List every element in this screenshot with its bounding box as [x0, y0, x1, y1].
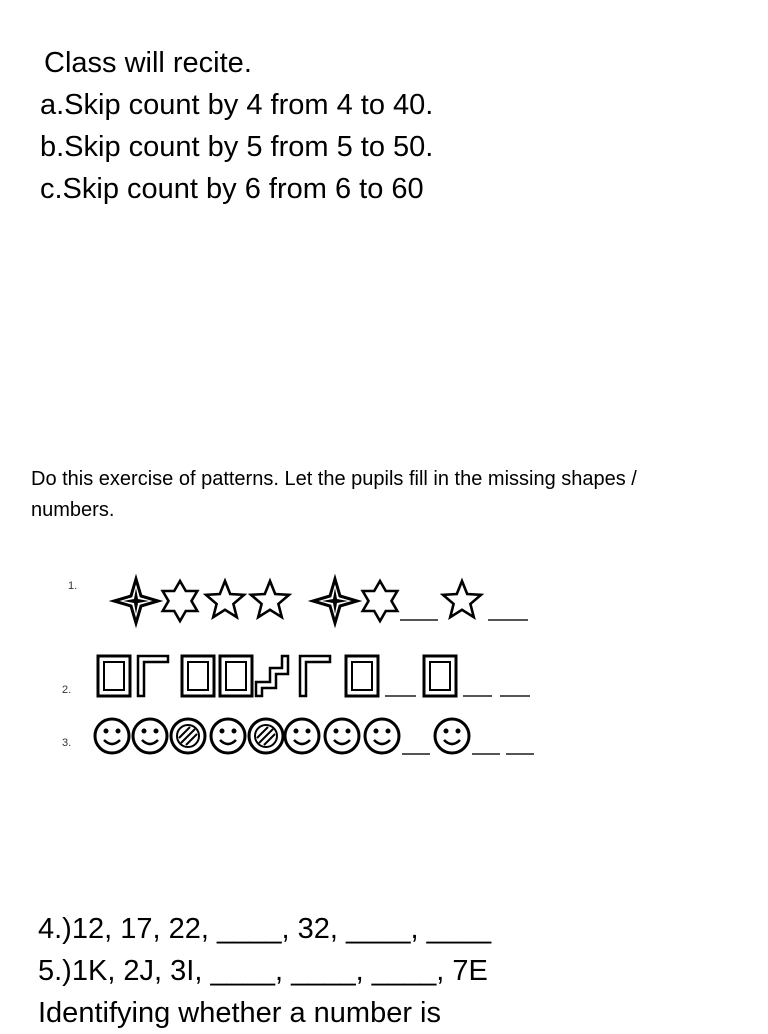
- smiley-icon: [211, 719, 245, 753]
- pattern-row-2: [98, 656, 530, 696]
- pattern-row-3: [95, 719, 534, 754]
- four-point-star-icon: [114, 579, 158, 623]
- recite-section: [0, 42, 433, 210]
- l-frame-icon: [138, 656, 168, 696]
- smiley-icon: [365, 719, 399, 753]
- recite-item-c: c.Skip count by 6 from 6 to 60: [40, 173, 424, 205]
- pattern-shapes: [60, 548, 540, 778]
- square-frame-icon: [220, 656, 252, 696]
- pattern-number-1: 1.: [68, 580, 78, 592]
- recite-heading: Class will recite.: [44, 47, 252, 79]
- six-point-star-icon: [163, 581, 198, 621]
- five-point-star-icon: [206, 581, 244, 617]
- square-frame-icon: [98, 656, 130, 696]
- five-point-star-icon: [251, 581, 289, 617]
- smiley-icon: [285, 719, 319, 753]
- square-frame-icon: [182, 656, 214, 696]
- smiley-icon: [133, 719, 167, 753]
- stair-frame-icon: [256, 656, 288, 696]
- smiley-icon: [325, 719, 359, 753]
- pattern-number-2: 2.: [62, 684, 72, 696]
- next-topic-line: Identifying whether a number is: [38, 997, 441, 1029]
- sequence-section: [38, 908, 491, 1034]
- square-frame-icon: [424, 656, 456, 696]
- sequence-item-4: 4.)12, 17, 22, ____, 32, ____, ____: [38, 913, 492, 945]
- six-point-star-icon: [363, 581, 398, 621]
- recite-item-a: a.Skip count by 4 from 4 to 40.: [40, 89, 434, 121]
- pattern-row-1: [114, 579, 528, 623]
- four-point-star-icon: [313, 579, 357, 623]
- five-point-star-icon: [443, 581, 481, 617]
- smiley-icon: [435, 719, 469, 753]
- smiley-icon: [95, 719, 129, 753]
- sequence-item-5: 5.)1K, 2J, 3I, ____, ____, ____, 7E: [38, 955, 488, 987]
- hatched-circle-icon: [171, 719, 205, 753]
- square-frame-icon: [346, 656, 378, 696]
- exercise-instructions: Do this exercise of patterns. Let the pupils fill in the missing shapes / numbers.: [31, 468, 637, 521]
- hatched-circle-icon: [249, 719, 283, 753]
- pattern-number-3: 3.: [62, 737, 72, 749]
- recite-item-b: b.Skip count by 5 from 5 to 50.: [40, 131, 434, 163]
- l-frame-icon: [300, 656, 330, 696]
